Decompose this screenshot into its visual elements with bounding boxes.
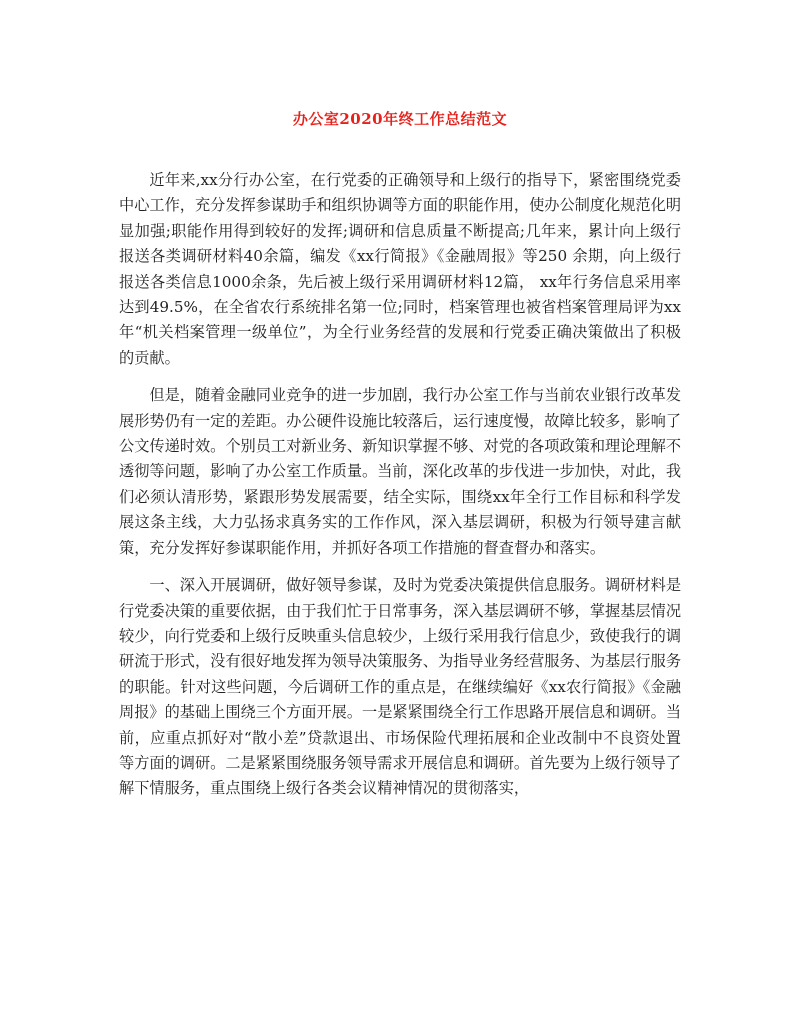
paragraph-1: 近年来,xx分行办公室，在行党委的正确领导和上级行的指导下，紧密围绕党委中心工作，充分发挥参谋助手和组织协调等方面的职能作用，使办公制度化规范化明显加强;职能作用得到较好的发挥;调研和信息质量不断提高;几年来，累计向上级行报送各类调研材料40余篇，编发《xx行简报》《金融周报》等250 余期，向上级行报送各类信息1000余条，先后被上级行采用调研材料12篇， xx年行务信息采用率达到49.5%，在全省农行系统排名第一位;同时，档案管理也被省档案管理局评为xx年“机关档案管理一级单位”，为全行业务经营的发展和行党委正确决策做出了积极的贡献。 [119, 171, 681, 367]
paragraph-3: 一、深入开展调研，做好领导参谋，及时为党委决策提供信息服务。调研材料是行党委决策的重要依据，由于我们忙于日常事务，深入基层调研不够，掌握基层情况较少，向行党委和上级行反映重头信息较少，上级行采用我行信息少，致使我行的调研流于形式，没有很好地发挥为领导决策服务、为指导业务经营服务、为基层行服务的职能。针对这些问题，今后调研工作的重点是，在继续编好《xx农行简报》《金融周报》的基础上围绕三个方面开展。一是紧紧围绕全行工作思路开展信息和调研。当前，应重点抓好对“散小差”贷款退出、市场保险代理拓展和企业改制中不良资处置等方面的调研。二是紧紧围绕服务领导需求开展信息和调研。首先要为上级行领导了解下情服务，重点围绕上级行各类会议精神情况的贯彻落实， [119, 576, 681, 798]
paragraph-2: 但是，随着金融同业竞争的进一步加剧，我行办公室工作与当前农业银行改革发展形势仍有一定的差距。办公硬件设施比较落后，运行速度慢，故障比较多，影响了公文传递时效。个别员工对新业务、新知识掌握不够、对党的各项政策和理论理解不透彻等问题，影响了办公室工作质量。当前，深化改革的步伐进一步加快，对此，我们必须认清形势，紧跟形势发展需要，结全实际，围绕xx年全行工作目标和科学发展这条主线，大力弘扬求真务实的工作作风，深入基层调研，积极为行领导建言献策，充分发挥好参谋职能作用，并抓好各项工作措施的督查督办和落实。 [119, 386, 681, 557]
document-body [119, 168, 681, 814]
document-title: 办公室2020年终工作总结范文 [292, 110, 508, 128]
